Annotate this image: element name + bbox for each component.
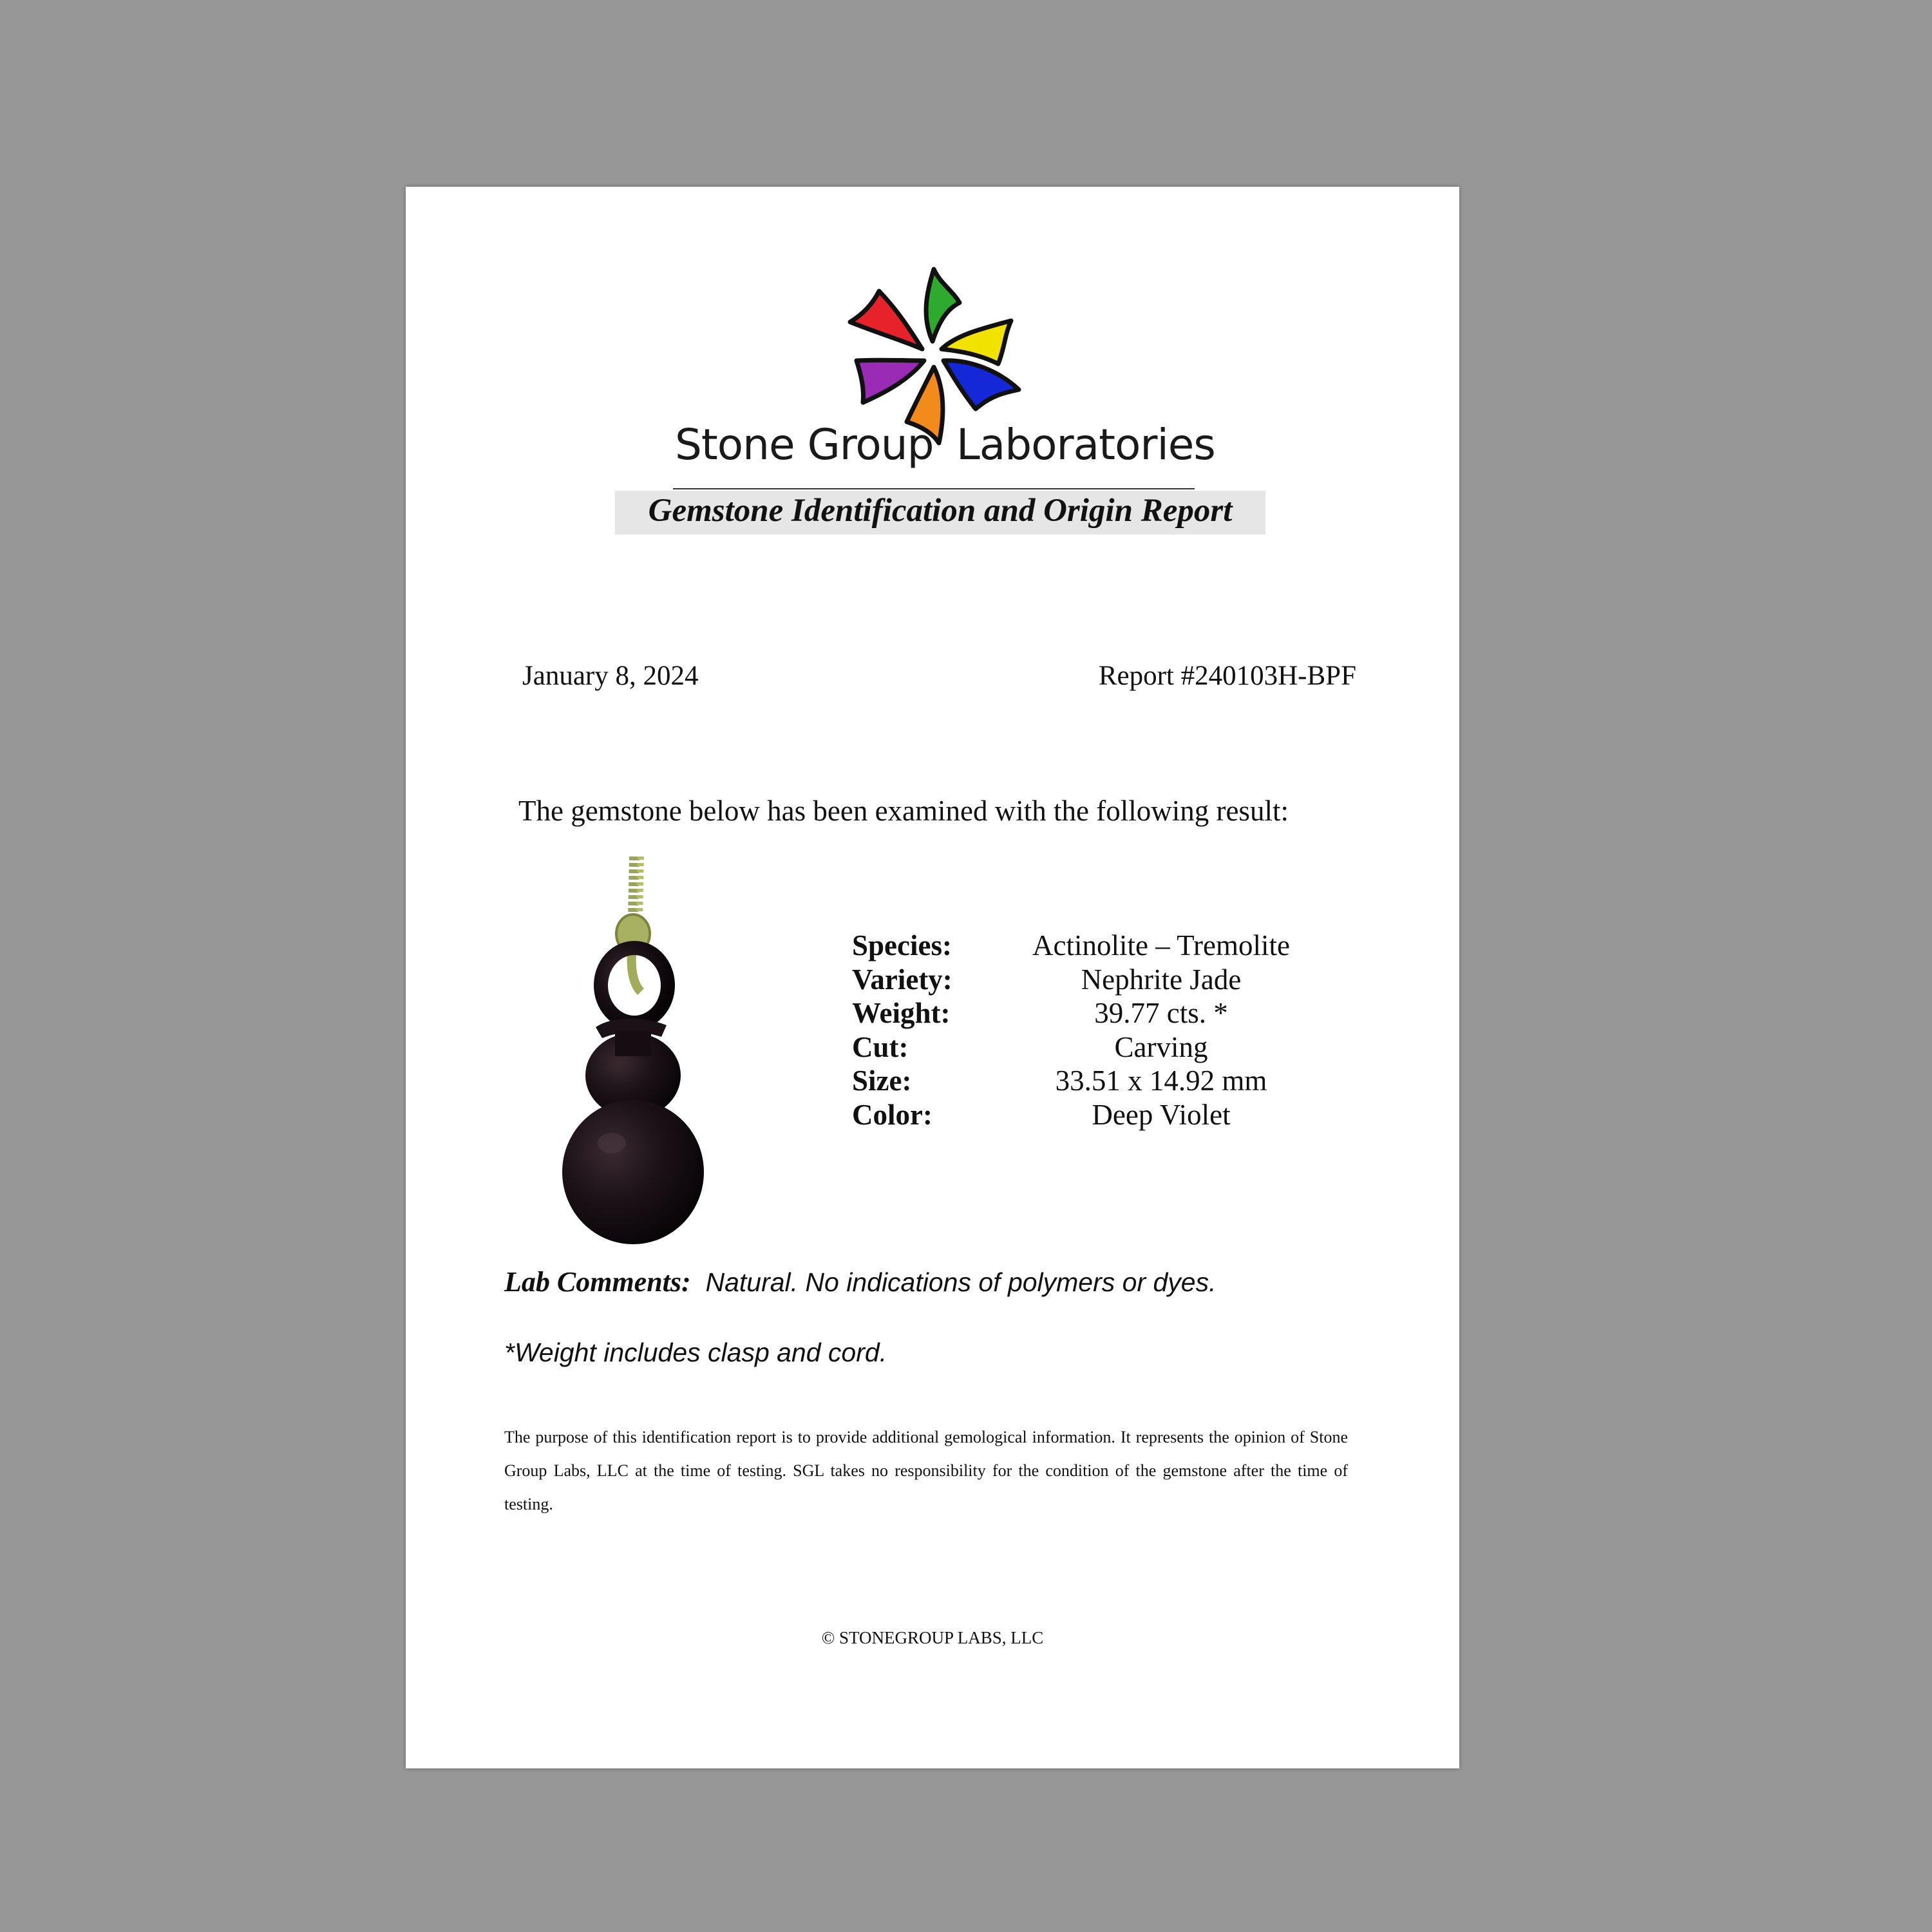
spec-label: Size: (852, 1065, 912, 1097)
intro-text: The gemstone below has been examined with the following result: (518, 795, 1289, 827)
spec-row (852, 1098, 1367, 1132)
gemstone-photo (551, 857, 718, 1256)
spec-label: Variety: (852, 963, 952, 996)
report-title: Gemstone Identification and Origin Report (648, 493, 1233, 529)
report-number: Report #240103H-BPF (1098, 661, 1356, 691)
lab-name-left: Stone Group (675, 420, 934, 469)
spec-value: Carving (1114, 1030, 1208, 1063)
title-divider (673, 488, 1195, 489)
copyright: © STONEGROUP LABS, LLC (821, 1628, 1044, 1647)
spec-value: 33.51 x 14.92 mm (1055, 1065, 1267, 1097)
spec-value: Actinolite – Tremolite (1032, 929, 1290, 961)
spec-row (852, 1064, 1367, 1098)
lab-name-right: Laboratories (956, 420, 1215, 469)
spec-label: Species: (852, 929, 952, 961)
spec-value: Nephrite Jade (1081, 963, 1242, 996)
disclaimer: The purpose of this identification report is to provide additional gemological information. It represents the opinion of Stone Group Labs, LLC at the time of testing. SGL takes no responsibility for the condition of the gemstone after the time of testing. (504, 1428, 1348, 1513)
report-date: January 8, 2024 (522, 661, 699, 691)
report-page (406, 187, 1459, 1768)
spec-label: Weight: (852, 997, 951, 1029)
spec-label: Cut: (852, 1030, 909, 1063)
weight-note: *Weight includes clasp and cord. (504, 1338, 887, 1367)
spec-value: 39.77 cts. * (1094, 997, 1228, 1029)
lab-comments (504, 1265, 1217, 1298)
spec-row (852, 929, 1367, 963)
spec-label: Color: (852, 1098, 933, 1131)
lab-comments-text: Natural. No indications of polymers or dyes. (705, 1267, 1217, 1297)
spec-row (852, 996, 1367, 1030)
lab-comments-label: Lab Comments: (504, 1266, 691, 1298)
spec-row (852, 1030, 1367, 1065)
spec-row (852, 963, 1367, 997)
spec-value: Deep Violet (1092, 1098, 1231, 1131)
spec-table (852, 929, 1367, 1132)
